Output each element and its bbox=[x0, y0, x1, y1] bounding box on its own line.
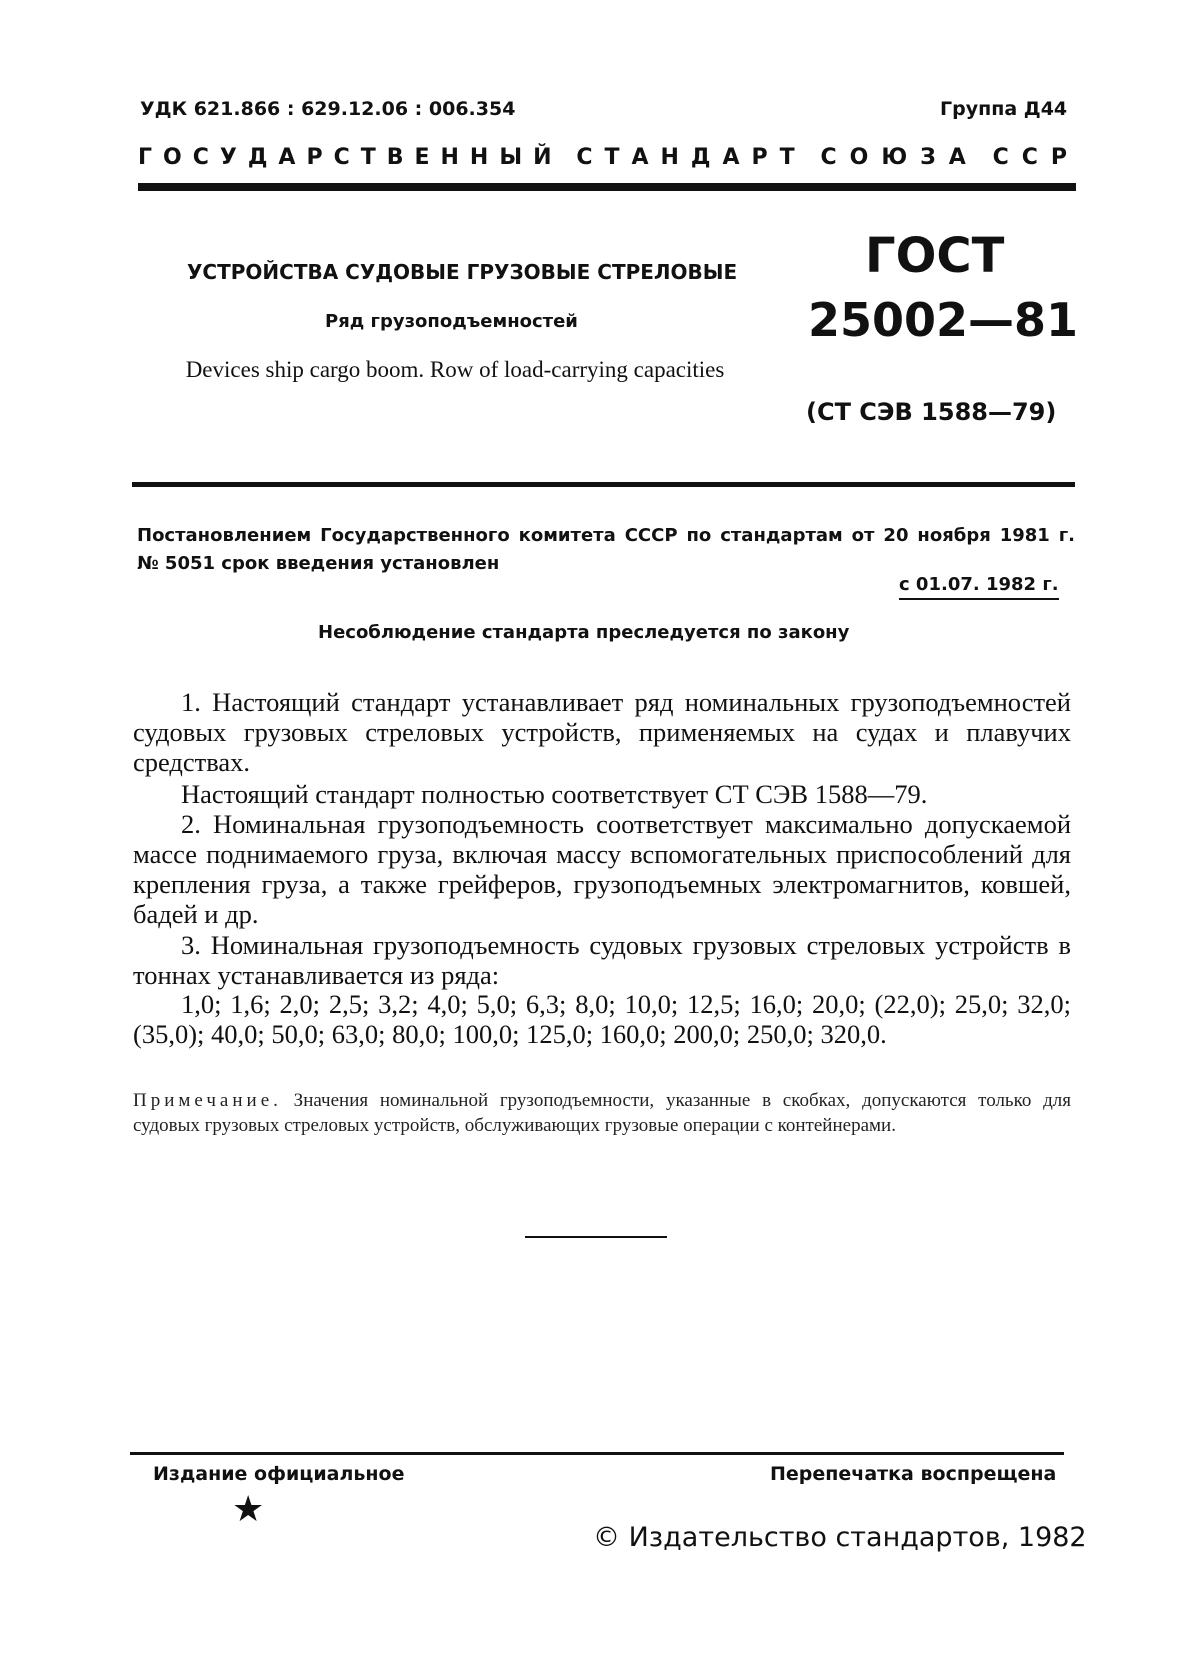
decree-text: Постановлением Государственного комитета СССР по стандартам от 20 ноября 1981 г. № 5051 срок введения установлен bbox=[137, 525, 1075, 574]
header-rule bbox=[138, 183, 1076, 191]
state-standard-heading bbox=[138, 145, 1080, 170]
paragraph-2: 2. Номинальная грузоподъемность соответствует максимально допускаемой массе поднимаемого груза, включая массу вспомогательных приспособлений для крепления груза, а также грейферов, грузоподъемных электромагнитов, ковшей, бадей и др. bbox=[133, 809, 1071, 929]
legal-warning: Несоблюдение стандарта преследуется по закону bbox=[318, 622, 850, 643]
paragraph-1: 1. Настоящий стандарт устанавливает ряд номинальных грузоподъемностей судовых грузовых стреловых устройств, применяемых на судах и плавучих средствах. bbox=[133, 687, 1071, 777]
star-icon: ★ bbox=[232, 1489, 265, 1529]
effective-date: с 01.07. 1982 г. bbox=[899, 574, 1059, 600]
udk-code: УДК 621.866 : 629.12.06 : 006.354 bbox=[140, 98, 516, 120]
standard-name: УСТРОЙСТВА СУДОВЫЕ ГРУЗОВЫЕ СТРЕЛОВЫЕ bbox=[187, 260, 738, 284]
heading-word-3: СОЮЗА bbox=[820, 145, 979, 170]
publisher-copyright: © Издательство стандартов, 1982 bbox=[593, 1522, 1087, 1553]
edition-label: Издание официальное bbox=[153, 1463, 405, 1485]
standard-subtitle: Ряд грузоподъемностей bbox=[325, 311, 578, 332]
heading-word-4: ССР bbox=[992, 145, 1080, 170]
heading-word-1: ГОСУДАРСТВЕННЫЙ bbox=[138, 145, 563, 170]
heading-word-2: СТАНДАРТ bbox=[576, 145, 807, 170]
note-text: Значения номинальной грузоподъемности, указанные в скобках, допускаются только для судовых грузовых стреловых устройств, обслуживающих грузовые операции с контейнерами. bbox=[133, 1090, 1072, 1136]
end-rule bbox=[525, 1236, 667, 1238]
group-code: Группа Д44 bbox=[940, 98, 1068, 120]
gost-number: 25002—81 bbox=[808, 293, 1079, 347]
english-title: Devices ship cargo boom. Row of load-carrying capacities bbox=[185, 357, 725, 382]
note bbox=[133, 1088, 1071, 1138]
gost-label: ГОСТ bbox=[865, 228, 1005, 284]
title-rule bbox=[132, 482, 1075, 487]
st-sev-reference: (СТ СЭВ 1588—79) bbox=[806, 398, 1057, 426]
paragraph-3: 3. Номинальная грузоподъемность судовых грузовых стреловых устройств в тоннах устанавливается из ряда: bbox=[133, 930, 1071, 990]
paragraph-1-compliance: Настоящий стандарт полностью соответствует СТ СЭВ 1588—79. bbox=[181, 779, 928, 809]
reprint-notice: Перепечатка воспрещена bbox=[770, 1463, 1057, 1485]
capacity-values: 1,0; 1,6; 2,0; 2,5; 3,2; 4,0; 5,0; 6,3; 8,0; 10,0; 12,5; 16,0; 20,0; (22,0); 25,0; 32,0; (35,0); 40,0; 50,0; 63,0; 80,0; 100,0; 125,0; 160,0; 200,0; 250,0; 320,0. bbox=[133, 989, 1071, 1049]
footer-rule bbox=[130, 1452, 1064, 1455]
note-label: Примечание. bbox=[133, 1090, 282, 1111]
